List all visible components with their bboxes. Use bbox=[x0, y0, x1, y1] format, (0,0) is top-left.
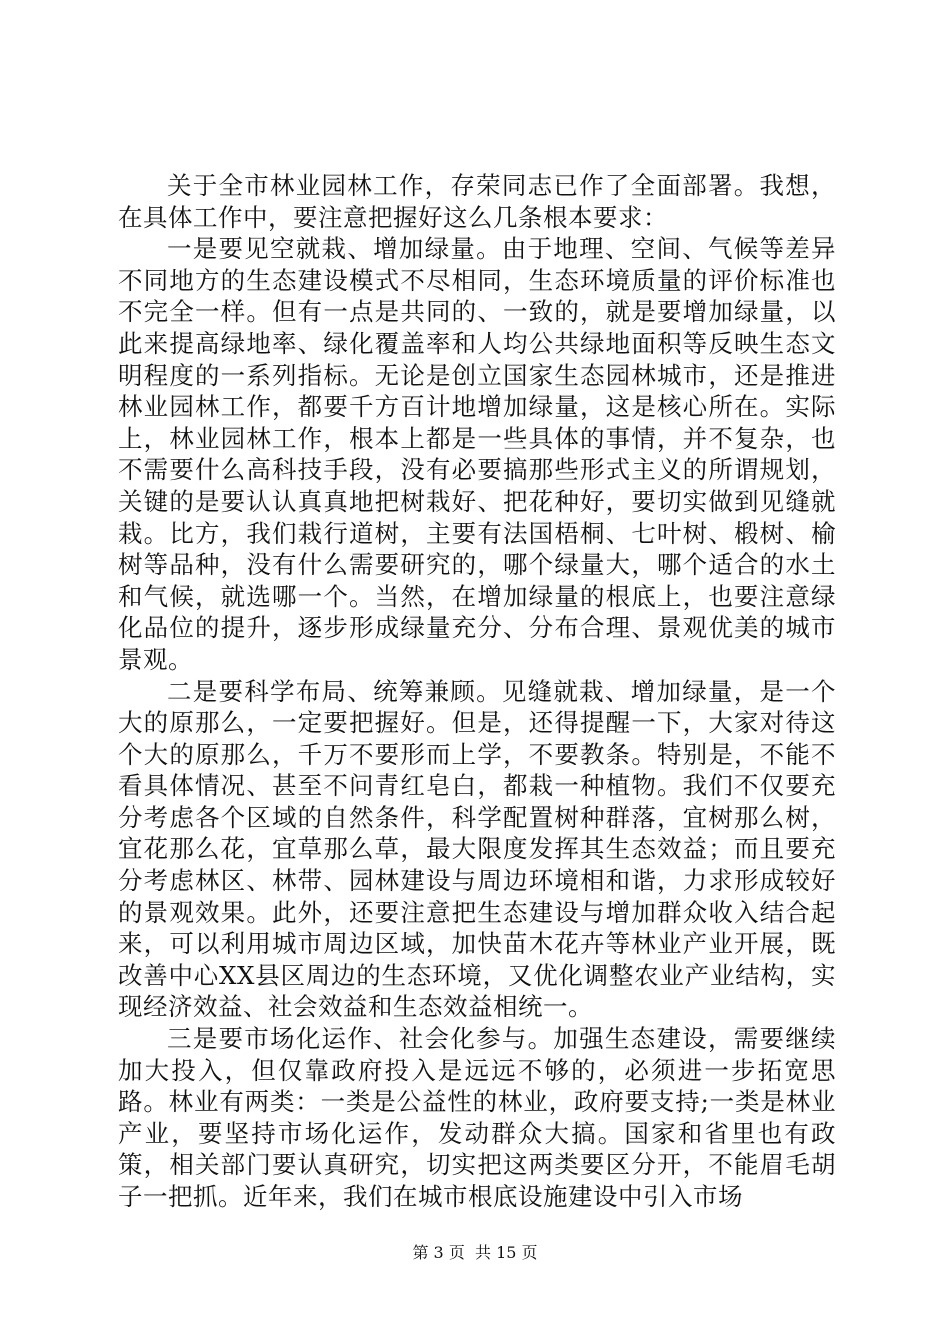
paragraph-intro: 关于全市林业园林工作，存荣同志已作了全面部署。我想，在具体工作中，要注意把握好这么几条根本要求： bbox=[118, 171, 836, 232]
paragraph-point-two: 二是要科学布局、统筹兼顾。见缝就栽、增加绿量，是一个大的原那么，一定要把握好。但是，还得提醒一下，大家对待这个大的原那么，千万不要形而上学，不要教条。特别是，不能不看具体情况、甚至不问青红皂白，都栽一种植物。我们不仅要充分考虑各个区域的自然条件，科学配置树种群落，宜树那么树，宜花那么花，宜草那么草，最大限度发挥其生态效益；而且要充分考虑林区、林带、园林建设与周边环境相和谐，力求形成较好的景观效果。此外，还要注意把生态建设与增加群众收入结合起来，可以利用城市周边区域，加快苗木花卉等林业产业开展，既改善中心XX县区周边的生态环境，又优化调整农业产业结构，实现经济效益、社会效益和生态效益相统一。 bbox=[118, 676, 836, 1022]
page-number: 第 3 页 共 15 页 bbox=[412, 1243, 538, 1262]
page-footer bbox=[0, 1243, 950, 1263]
paragraph-point-three: 三是要市场化运作、社会化参与。加强生态建设，需要继续加大投入，但仅靠政府投入是远远不够的，必须进一步拓宽思路。林业有两类：一类是公益性的林业，政府要支持;一类是林业产业，要坚持市场化运作，发动群众大搞。国家和省里也有政策，相关部门要认真研究，切实把这两类要区分开，不能眉毛胡子一把抓。近年来，我们在城市根底设施建设中引入市场 bbox=[118, 1024, 836, 1211]
body-text bbox=[118, 170, 836, 1213]
paragraph-point-one: 一是要见空就栽、增加绿量。由于地理、空间、气候等差异不同地方的生态建设模式不尽相同，生态环境质量的评价标准也不完全一样。但有一点是共同的、一致的，就是要增加绿量，以此来提高绿地率、绿化覆盖率和人均公共绿地面积等反映生态文明程度的一系列指标。无论是创立国家生态园林城市，还是推进林业园林工作，都要千方百计地增加绿量，这是核心所在。实际上，林业园林工作，根本上都是一些具体的事情，并不复杂，也不需要什么高科技手段，没有必要搞那些形式主义的所谓规划，关键的是要认认真真地把树栽好、把花种好，要切实做到见缝就栽。比方，我们栽行道树，主要有法国梧桐、七叶树、椴树、榆树等品种，没有什么需要研究的，哪个绿量大，哪个适合的水土和气候，就选哪一个。当然，在增加绿量的根底上，也要注意绿化品位的提升，逐步形成绿量充分、分布合理、景观优美的城市景观。 bbox=[118, 234, 836, 674]
